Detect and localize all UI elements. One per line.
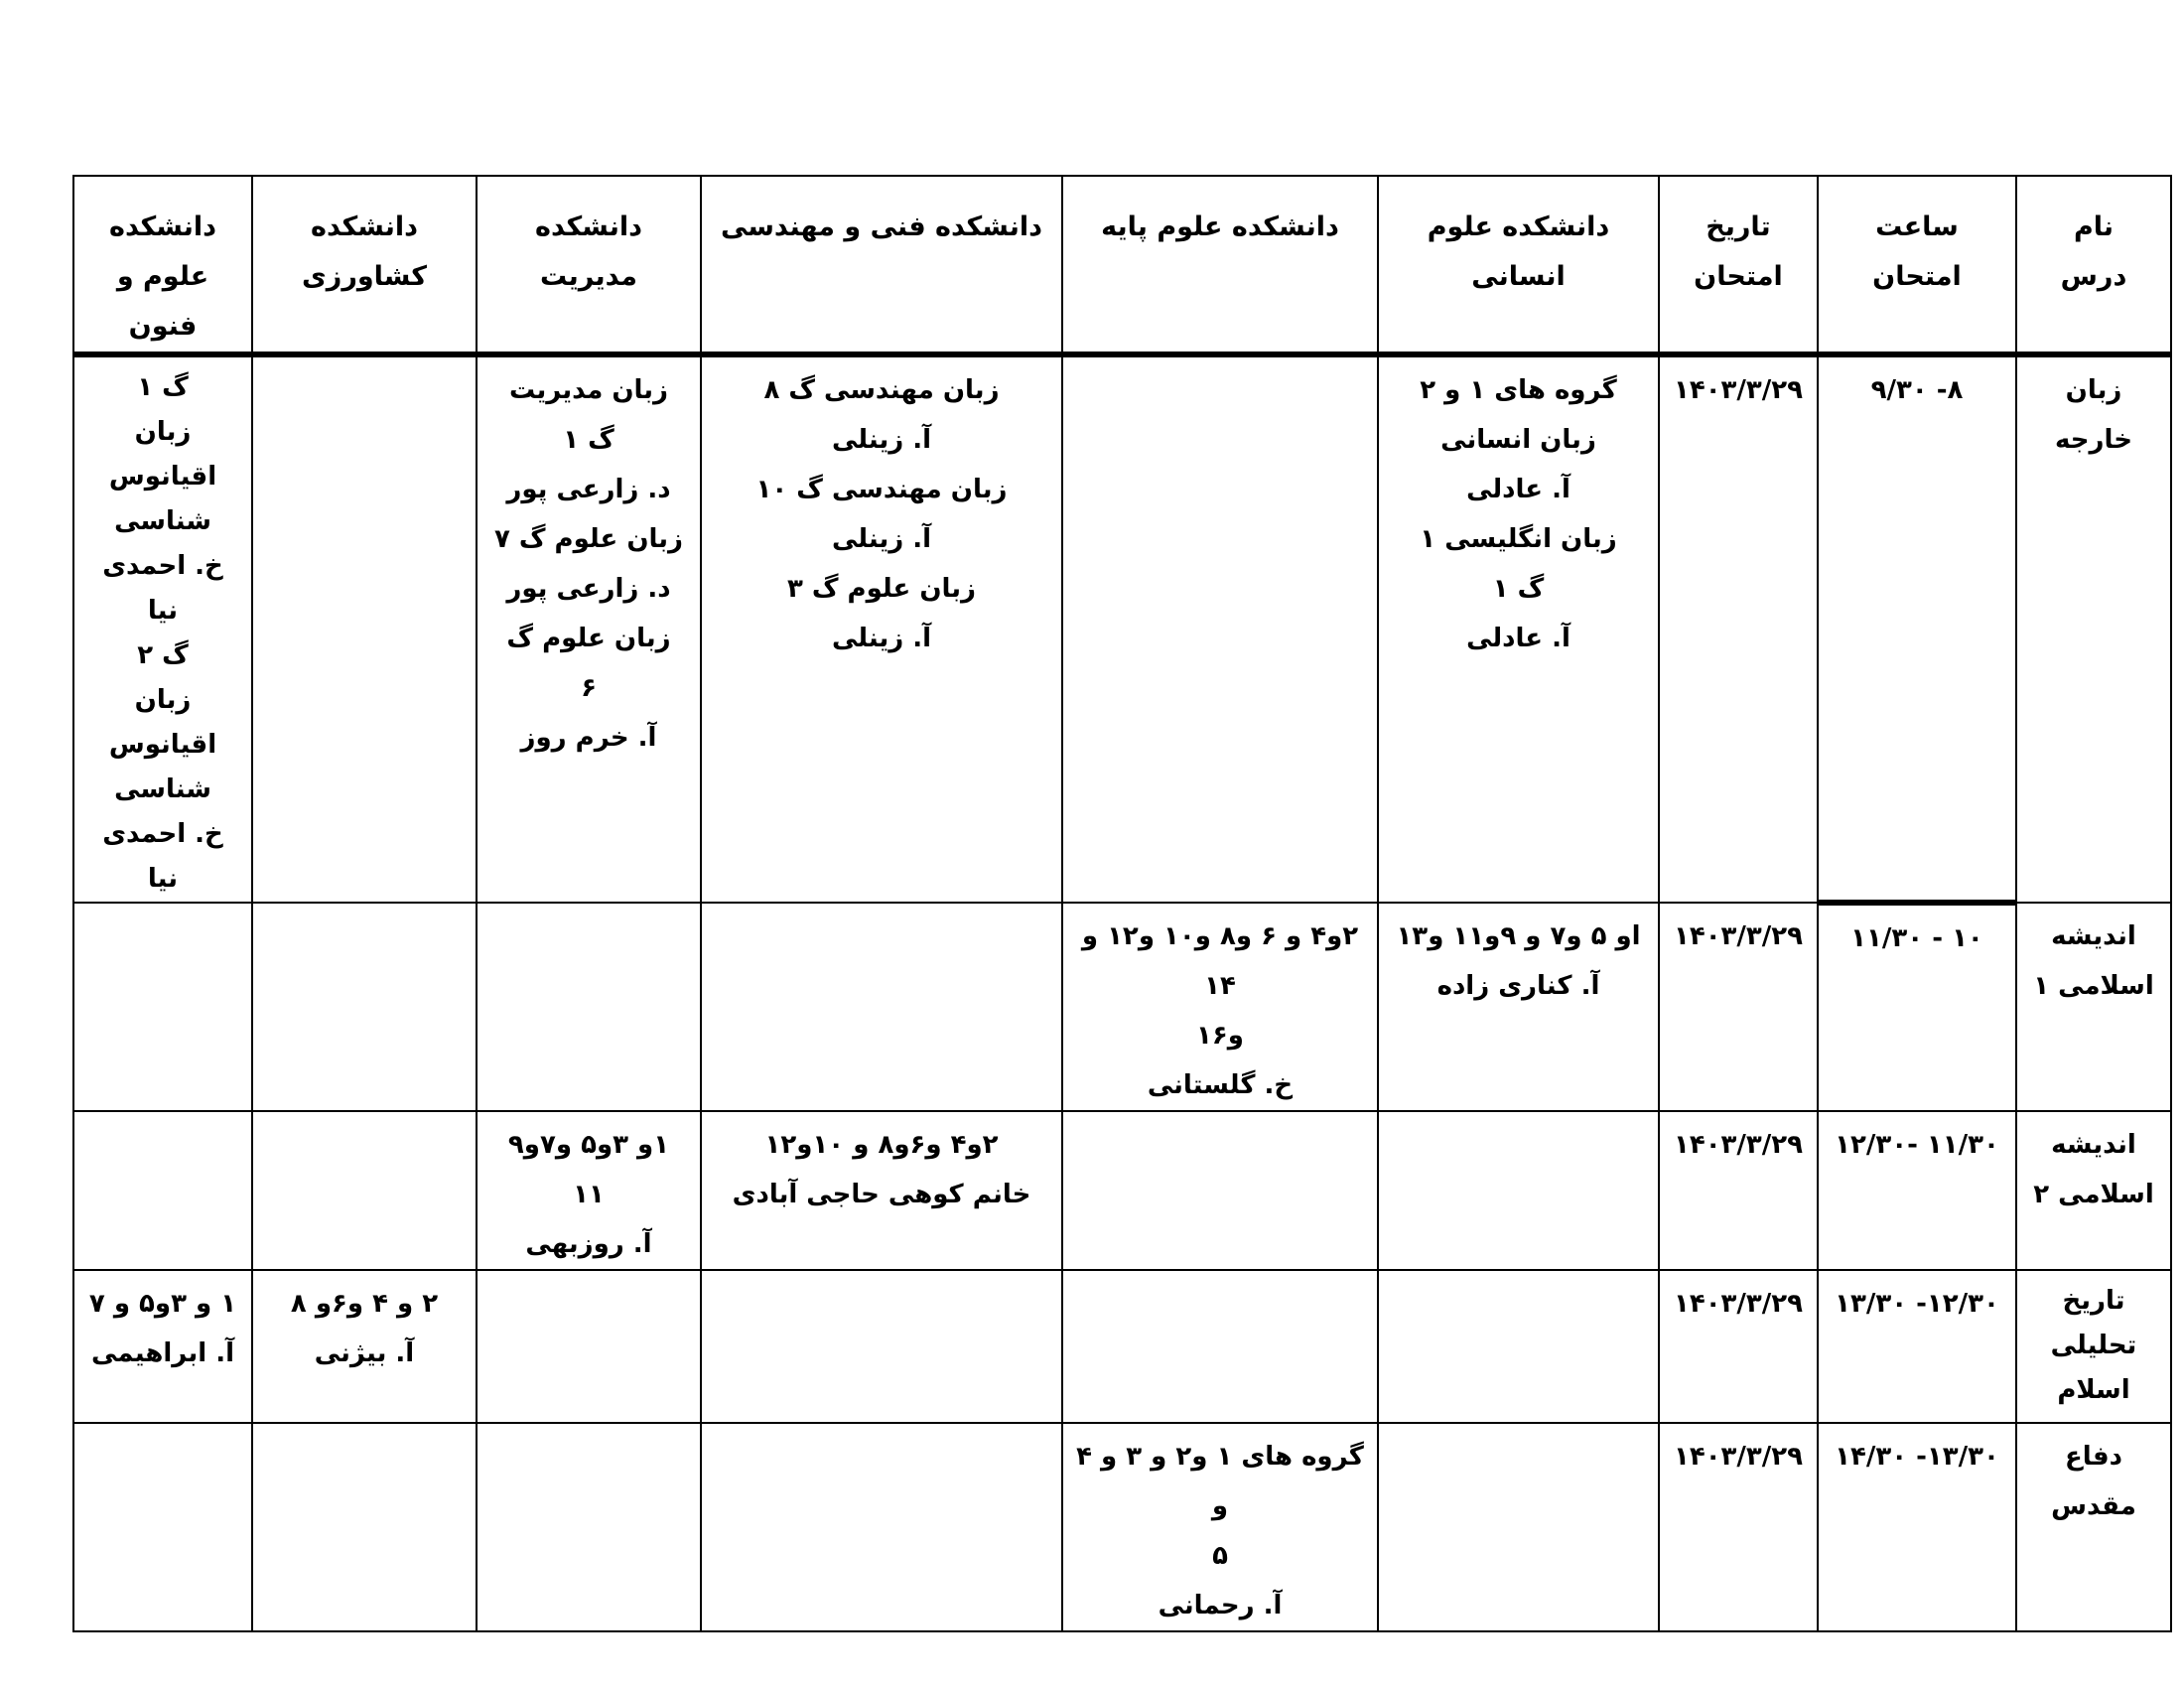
agriculture-cell	[252, 1423, 477, 1631]
agriculture-cell: ۲ و ۴ و۶و ۸ آ. بیژنی	[252, 1270, 477, 1423]
header-science-tech: دانشکده علوم و فنون	[73, 176, 252, 354]
science-tech-cell	[73, 1111, 252, 1270]
engineering-cell	[701, 1423, 1062, 1631]
basic-sciences-cell	[1062, 1111, 1378, 1270]
table-row	[73, 1423, 2171, 1631]
table-row	[73, 354, 2171, 903]
table-row	[73, 1111, 2171, 1270]
humanities-cell	[1378, 1111, 1659, 1270]
time-cell: ۱۳/۳۰- ۱۴/۳۰	[1818, 1423, 2016, 1631]
science-tech-cell: گ ۱ زبان اقیانوس شناسی خ. احمدی نیا گ ۲ زبان اقیانوس شناسی خ. احمدی نیا	[73, 354, 252, 903]
header-basic-sciences: دانشکده علوم پایه	[1062, 176, 1378, 354]
humanities-cell	[1378, 1270, 1659, 1423]
management-cell	[477, 903, 701, 1111]
humanities-cell: او ۵ و۷ و ۹و۱۱ و۱۳ آ. کناری زاده	[1378, 903, 1659, 1111]
course-cell: اندیشه اسلامی ۲	[2016, 1111, 2171, 1270]
basic-sciences-cell	[1062, 354, 1378, 903]
time-cell: ۱۱/۳۰ -۱۲/۳۰	[1818, 1111, 2016, 1270]
course-cell: اندیشه اسلامی ۱	[2016, 903, 2171, 1111]
time-cell: ۱۲/۳۰- ۱۳/۳۰	[1818, 1270, 2016, 1423]
basic-sciences-cell: گروه های ۱ و۲ و ۳ و ۴ و ۵ آ. رحمانی	[1062, 1423, 1378, 1631]
agriculture-cell	[252, 354, 477, 903]
date-cell: ۱۴۰۳/۳/۲۹	[1659, 1270, 1818, 1423]
engineering-cell: ۲و۴ و۶و۸ و ۱۰و۱۲ خانم کوهی حاجی آبادی	[701, 1111, 1062, 1270]
time-cell: ۸- ۹/۳۰	[1818, 354, 2016, 903]
engineering-cell	[701, 1270, 1062, 1423]
time-cell: ۱۰ - ۱۱/۳۰	[1818, 903, 2016, 1111]
humanities-cell: گروه های ۱ و ۲ زبان انسانی آ. عادلی زبان انگلیسی ۱ گ ۱ آ. عادلی	[1378, 354, 1659, 903]
engineering-cell	[701, 903, 1062, 1111]
header-humanities: دانشکده علوم انسانی	[1378, 176, 1659, 354]
science-tech-cell	[73, 1423, 252, 1631]
management-cell	[477, 1423, 701, 1631]
header-management: دانشکده مدیریت	[477, 176, 701, 354]
management-cell	[477, 1270, 701, 1423]
exam-schedule-table	[72, 175, 2172, 1632]
header-engineering: دانشکده فنی و مهندسی	[701, 176, 1062, 354]
header-row	[73, 176, 2171, 354]
management-cell: زبان مدیریت گ ۱ د. زارعی پور زبان علوم گ ۷ د. زارعی پور زبان علوم گ ۶ آ. خرم روز	[477, 354, 701, 903]
basic-sciences-cell	[1062, 1270, 1378, 1423]
science-tech-cell: ۱ و ۳و۵ و ۷ آ. ابراهیمی	[73, 1270, 252, 1423]
management-cell: ۱و ۳و۵ و۷و۹ ۱۱ آ. روزبهی	[477, 1111, 701, 1270]
engineering-cell: زبان مهندسی گ ۸ آ. زینلی زبان مهندسی گ ۱۰ آ. زینلی زبان علوم گ ۳ آ. زینلی	[701, 354, 1062, 903]
date-cell: ۱۴۰۳/۳/۲۹	[1659, 354, 1818, 903]
table-row	[73, 903, 2171, 1111]
header-agriculture: دانشکده کشاورزی	[252, 176, 477, 354]
header-time: ساعت امتحان	[1818, 176, 2016, 354]
header-date: تاریخ امتحان	[1659, 176, 1818, 354]
table-row	[73, 1270, 2171, 1423]
agriculture-cell	[252, 1111, 477, 1270]
date-cell: ۱۴۰۳/۳/۲۹	[1659, 903, 1818, 1111]
course-cell: تاریخ تحلیلی اسلام	[2016, 1270, 2171, 1423]
basic-sciences-cell: ۲و۴ و ۶ و۸ و۱۰ و۱۲ و ۱۴ و۱۶ خ. گلستانی	[1062, 903, 1378, 1111]
header-course: نام درس	[2016, 176, 2171, 354]
agriculture-cell	[252, 903, 477, 1111]
science-tech-cell	[73, 903, 252, 1111]
exam-schedule-sheet	[72, 175, 2170, 1632]
date-cell: ۱۴۰۳/۳/۲۹	[1659, 1423, 1818, 1631]
course-cell: زبان خارجه	[2016, 354, 2171, 903]
date-cell: ۱۴۰۳/۳/۲۹	[1659, 1111, 1818, 1270]
humanities-cell	[1378, 1423, 1659, 1631]
course-cell: دفاع مقدس	[2016, 1423, 2171, 1631]
